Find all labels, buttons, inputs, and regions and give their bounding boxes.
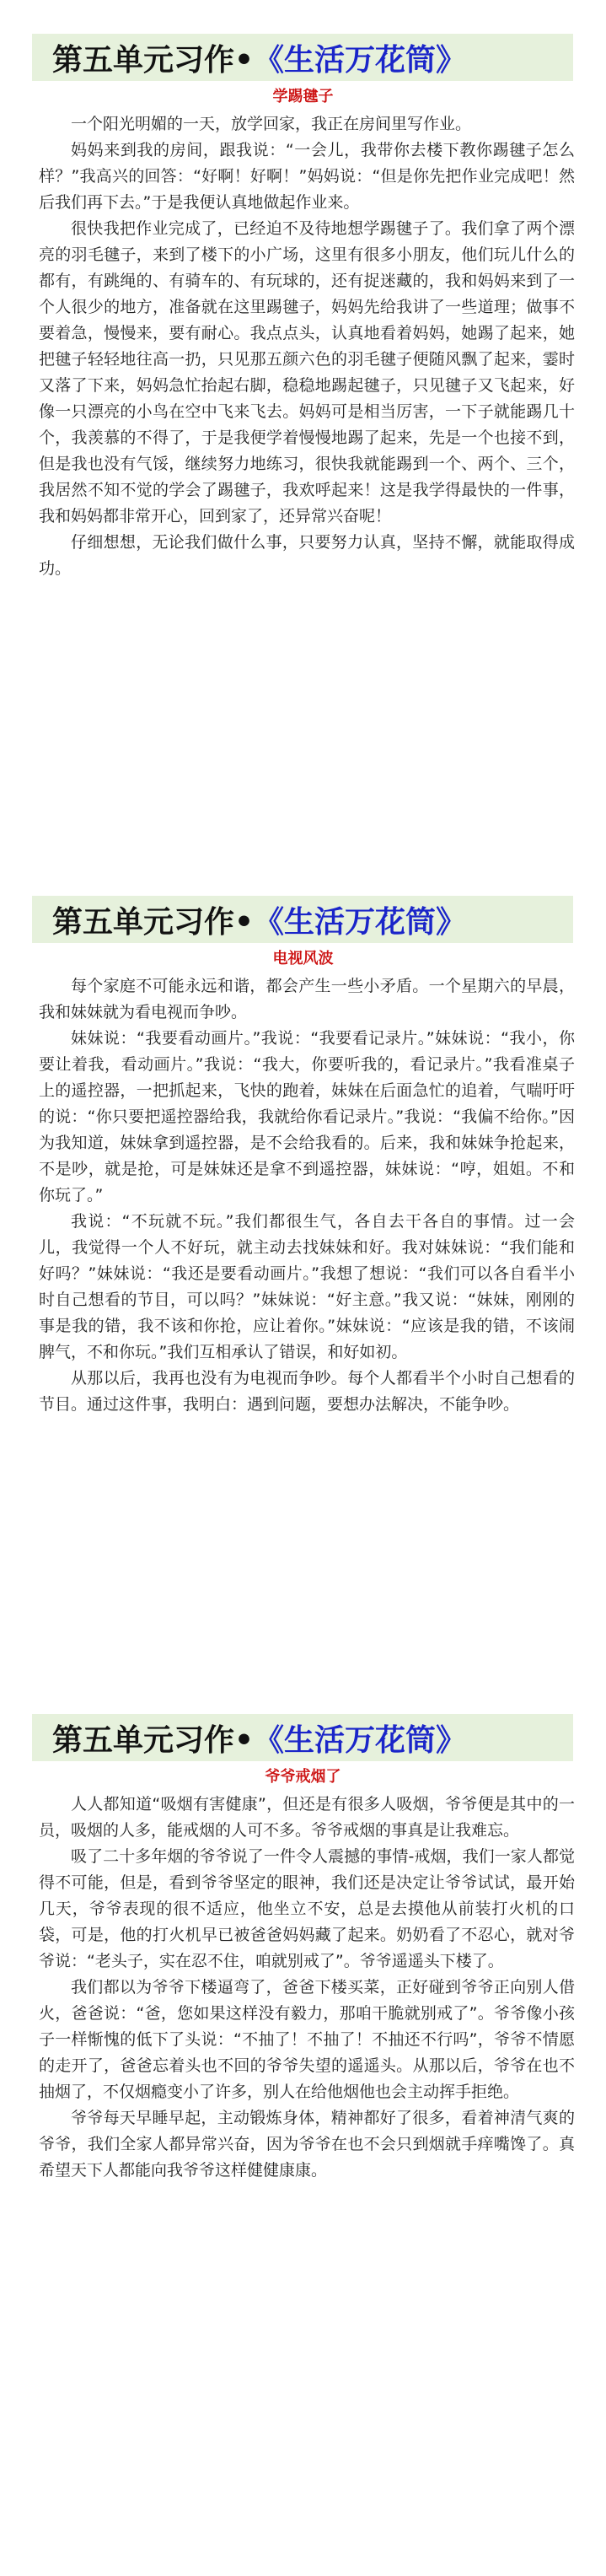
essay-body xyxy=(39,973,575,1418)
essay-title: 学踢毽子 xyxy=(272,88,334,105)
essay-body xyxy=(39,111,575,582)
unit-title-banner xyxy=(32,1714,573,1761)
essay-title: 爷爷戒烟了 xyxy=(265,1768,341,1786)
essay-body xyxy=(39,1792,575,2184)
paragraph: 爷爷每天早睡早起，主动锻炼身体，精神都好了很多，看着神清气爽的爷爷，我们全家人都异常兴奋，因为爷爷在也不会只到烟就手痒嘴馋了。真希望天下人都能向我爷爷这样健健康康。 xyxy=(39,2109,575,2180)
paragraph: 一个阳光明媚的一天，放学回家，我正在房间里写作业。 xyxy=(71,115,472,133)
unit-title-prefix: 第五单元习作• xyxy=(52,42,255,78)
unit-title-book: 《生活万花筒》 xyxy=(254,904,467,940)
paragraph: 妹妹说：“我要看动画片。”我说：“我要看记录片。”妹妹说：“我小，你要让着我，看动画片。”我说：“我大，你要听我的，看记录片。”我看准桌子上的遥控器，一把抓起来，飞快的跑着，妹妹在后面急忙的追着，气喘吁吁的说：“你只要把遥控器给我，我就给你看记录片。”我说：“我偏不给你。”因为我知道，妹妹拿到遥控器，是不会给我看的。后来，我和妹妹争抢起来，不是吵，就是抢，可是妹妹还是拿不到遥控器，妹妹说：“哼，姐姐。不和你玩了。” xyxy=(39,1029,575,1204)
paragraph: 从那以后，我再也没有为电视而争吵。每个人都看半个小时自己想看的节目。通过这件事，我明白：遇到问题，要想办法解决，不能争吵。 xyxy=(39,1369,575,1414)
paragraph: 很快我把作业完成了，已经迫不及待地想学踢毽子了。我们拿了两个漂亮的羽毛毽子，来到了楼下的小广场，这里有很多小朋友，他们玩儿什么的都有，有跳绳的、有骑车的、有玩球的，还有捉迷藏的，我和妈妈来到了一个人很少的地方，准备就在这里踢毽子，妈妈先给我讲了一些道理；做事不要着急，慢慢来，要有耐心。我点点头，认真地看着妈妈，她踢了起来，她把毽子轻轻地往高一扔，只见那五颜六色的羽毛毽子便随风飘了起来，霎时又落了下来，妈妈急忙抬起右脚，稳稳地踢起毽子，只见毽子又飞起来，好像一只漂亮的小鸟在空中飞来飞去。妈妈可是相当厉害，一下子就能踢几十个，我羡慕的不得了，于是我便学着慢慢地踢了起来，先是一个也接不到，但是我也没有气馁，继续努力地练习，很快我就能踢到一个、两个、三个，我居然不知不觉的学会了踢毽子，我欢呼起来！这是我学得最快的一件事，我和妈妈都非常开心，回到家了，还异常兴奋呢！ xyxy=(39,219,575,525)
paragraph: 吸了二十多年烟的爷爷说了一件令人震撼的事情-戒烟，我们一家人都觉得不可能，但是，看到爷爷坚定的眼神，我们还是决定让爷爷试试，最开始几天，爷爷表现的很不适应，他坐立不安，总是去摸他从前装打火机的口袋，可是，他的打火机早已被爸爸妈妈藏了起来。奶奶看了不忍心，就对爷爷说：“老头子，实在忍不住，咱就别戒了”。爷爷遥遥头下楼了。 xyxy=(39,1847,575,1970)
unit-title-book: 《生活万花筒》 xyxy=(254,1722,467,1758)
paragraph: 妈妈来到我的房间，跟我说：“一会儿，我带你去楼下教你踢毽子怎么样？”我高兴的回答：“好啊！好啊！”妈妈说：“但是你先把作业完成吧！然后我们再下去。”于是我便认真地做起作业来。 xyxy=(39,141,575,212)
unit-title-prefix: 第五单元习作• xyxy=(52,904,255,940)
paragraph: 人人都知道“吸烟有害健康”，但还是有很多人吸烟，爷爷便是其中的一员，吸烟的人多，能戒烟的人可不多。爷爷戒烟的事真是让我难忘。 xyxy=(39,1795,575,1840)
paragraph: 每个家庭不可能永远和谐，都会产生一些小矛盾。一个星期六的早晨，我和妹妹就为看电视而争吵。 xyxy=(39,977,575,1021)
unit-title-banner xyxy=(32,896,573,943)
unit-title-prefix: 第五单元习作• xyxy=(52,1722,255,1758)
unit-title-banner xyxy=(32,34,573,81)
paragraph: 我说：“不玩就不玩。”我们都很生气，各自去干各自的事情。过一会儿，我觉得一个人不好玩，就主动去找妹妹和好。我对妹妹说：“我们能和好吗？”妹妹说：“我还是要看动画片。”我想了想说：“我们可以各自看半小时自己想看的节目，可以吗？”妹妹说：“好主意。”我又说：“妹妹，刚刚的事是我的错，我不该和你抢，应让着你。”妹妹说：“应该是我的错，不该闹脾气，不和你玩。”我们互相承认了错误，和好如初。 xyxy=(39,1212,575,1361)
unit-title-book: 《生活万花筒》 xyxy=(254,42,467,78)
paragraph: 我们都以为爷爷下楼逼弯了，爸爸下楼买菜，正好碰到爷爷正向别人借火，爸爸说：“爸，您如果这样没有毅力，那咱干脆就别戒了”。爷爷像小孩子一样惭愧的低下了头说：“不抽了！不抽了！不抽还不行吗”，爷爷不情愿的走开了，爸爸忘着头也不回的爷爷失望的遥遥头。从那以后，爷爷在也不抽烟了，不仅烟瘾变小了许多，别人在给他烟他也会主动挥手拒绝。 xyxy=(39,1978,575,2101)
essay-title: 电视风波 xyxy=(272,950,334,967)
paragraph: 仔细想想，无论我们做什么事，只要努力认真，坚持不懈，就能取得成功。 xyxy=(39,533,575,578)
